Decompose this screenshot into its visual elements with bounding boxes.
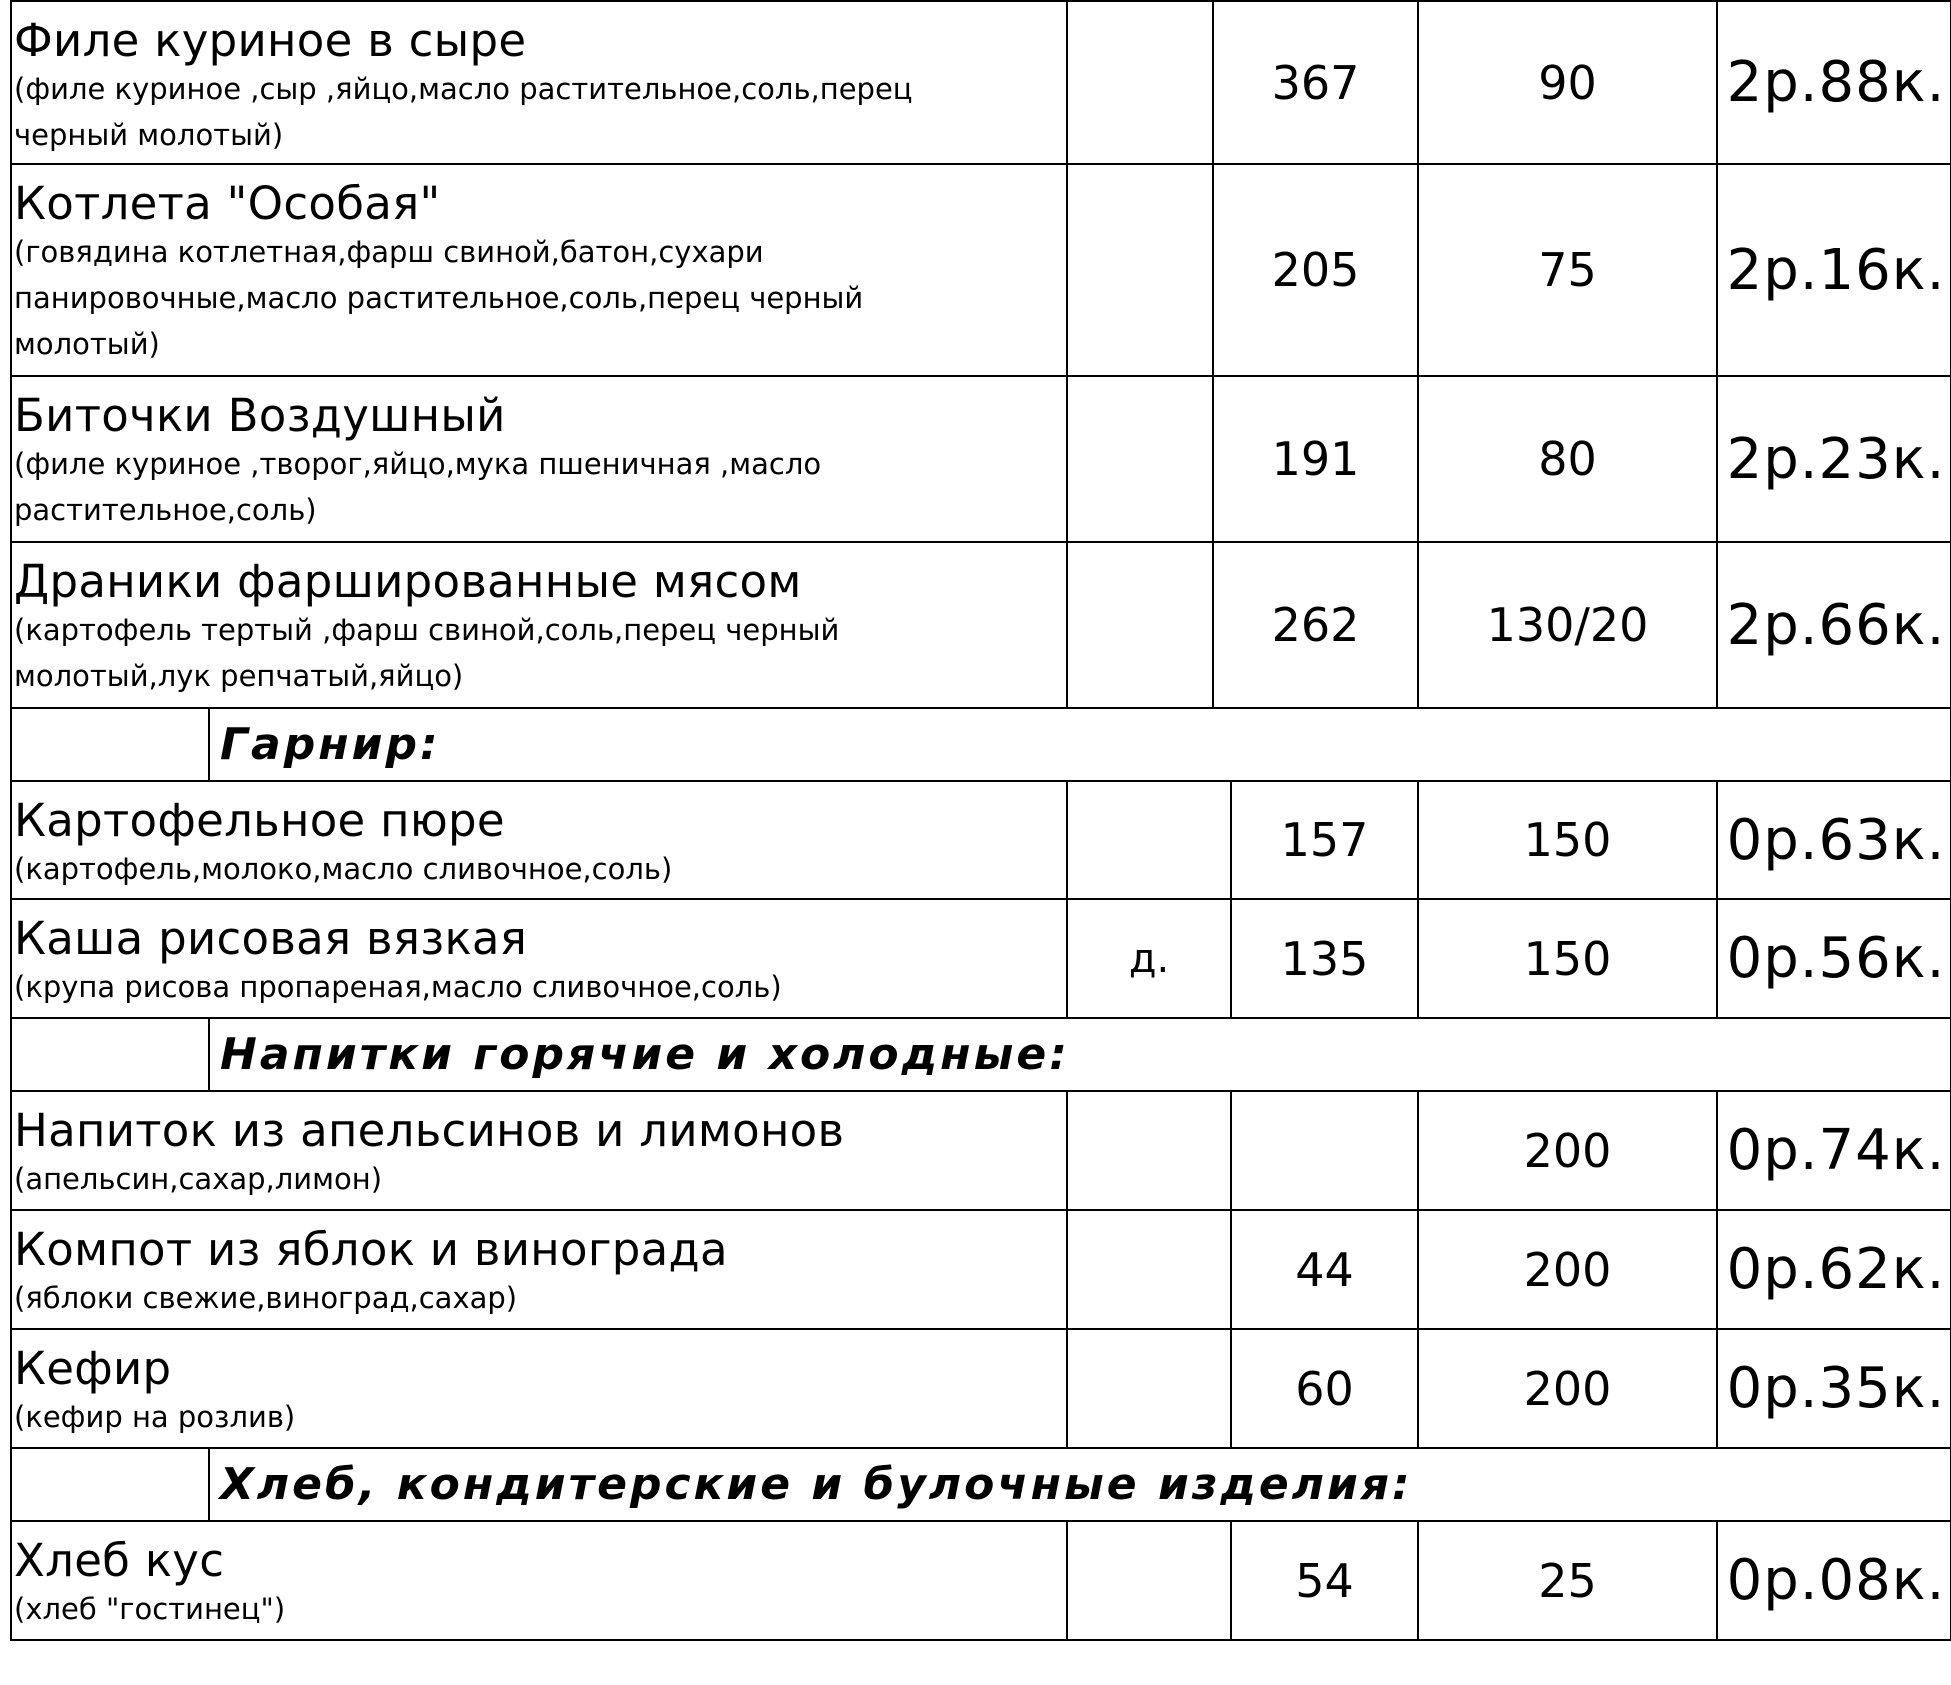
price-cell — [1716, 165, 1951, 375]
dish-name: Каша рисовая вязкая — [14, 912, 528, 965]
weight-value: 130/20 — [1486, 598, 1649, 652]
section-header-row — [10, 1019, 1951, 1092]
diet-mark-cell — [1066, 1522, 1230, 1639]
energy-cell — [1230, 782, 1417, 898]
energy-value: 205 — [1271, 243, 1360, 297]
weight-value: 75 — [1538, 243, 1597, 297]
dish-name: Драники фаршированные мясом — [14, 555, 802, 608]
dish-name: Компот из яблок и винограда — [14, 1223, 728, 1276]
dish-name: Хлеб кус — [14, 1534, 225, 1587]
menu-table — [10, 0, 1951, 1641]
price-value: 2р.88к. — [1726, 50, 1946, 115]
price-value: 2р.16к. — [1726, 237, 1946, 303]
dish-cell — [12, 1092, 1066, 1209]
table-row — [10, 377, 1951, 543]
weight-cell — [1417, 1092, 1716, 1209]
weight-value: 200 — [1523, 1242, 1612, 1297]
weight-cell — [1417, 1522, 1716, 1639]
price-cell — [1716, 1211, 1951, 1328]
weight-cell — [1417, 2, 1716, 163]
price-value: 0р.74к. — [1726, 1118, 1946, 1183]
weight-value: 25 — [1538, 1553, 1597, 1608]
energy-value: 367 — [1271, 55, 1360, 110]
section-title: Хлеб, кондитерские и булочные изделия: — [220, 1459, 1413, 1510]
weight-value: 200 — [1523, 1361, 1612, 1416]
energy-cell — [1230, 1211, 1417, 1328]
price-value: 0р.35к. — [1726, 1356, 1946, 1421]
dish-ingredients: (хлеб "гостинец") — [14, 1592, 286, 1626]
energy-value: 135 — [1280, 931, 1369, 986]
table-row — [10, 1522, 1951, 1641]
weight-cell — [1417, 165, 1716, 375]
table-row — [10, 1092, 1951, 1211]
section-spacer-cell — [12, 709, 208, 780]
energy-cell — [1212, 377, 1417, 541]
dish-name: Напиток из апельсинов и лимонов — [14, 1104, 845, 1157]
energy-value: 157 — [1280, 813, 1369, 867]
price-value: 0р.08к. — [1726, 1548, 1946, 1613]
section-title-cell — [208, 1019, 1950, 1090]
energy-cell — [1212, 2, 1417, 163]
price-cell — [1716, 1092, 1951, 1209]
dish-cell — [12, 165, 1066, 375]
section-header-row — [10, 1449, 1951, 1522]
section-title: Напитки горячие и холодные: — [220, 1029, 1070, 1080]
section-spacer-cell — [12, 1449, 208, 1520]
dish-ingredients: (крупа рисова пропареная,масло сливочное,соль) — [14, 970, 782, 1004]
price-cell — [1716, 1522, 1951, 1639]
section-spacer-cell — [12, 1019, 208, 1090]
diet-mark-cell — [1066, 1330, 1230, 1447]
weight-cell — [1417, 543, 1716, 707]
diet-mark-cell — [1066, 900, 1230, 1017]
energy-value: 44 — [1295, 1242, 1354, 1297]
price-cell — [1716, 2, 1951, 163]
diet-mark-cell — [1066, 543, 1212, 707]
dish-cell — [12, 1211, 1066, 1328]
dish-ingredients: (картофель,молоко,масло сливочное,соль) — [14, 852, 673, 886]
diet-mark-cell — [1066, 1211, 1230, 1328]
dish-cell — [12, 543, 1066, 707]
price-value: 0р.63к. — [1726, 807, 1946, 873]
weight-value: 150 — [1523, 813, 1612, 867]
price-cell — [1716, 1330, 1951, 1447]
dish-name: Филе куриное в сыре — [14, 14, 527, 67]
price-cell — [1716, 543, 1951, 707]
dish-cell — [12, 377, 1066, 541]
diet-mark-cell — [1066, 782, 1230, 898]
dish-ingredients: (яблоки свежие,виноград,сахар) — [14, 1281, 518, 1315]
weight-value: 90 — [1538, 55, 1597, 110]
price-value: 2р.66к. — [1726, 592, 1946, 658]
section-header-row — [10, 709, 1951, 782]
weight-value: 200 — [1523, 1123, 1612, 1178]
price-value: 0р.62к. — [1726, 1237, 1946, 1302]
energy-value: 54 — [1295, 1553, 1354, 1608]
table-row — [10, 1330, 1951, 1449]
dish-name: Кефир — [14, 1342, 172, 1395]
weight-value: 80 — [1538, 432, 1597, 486]
dish-name: Биточки Воздушный — [14, 389, 506, 442]
dish-cell — [12, 900, 1066, 1017]
diet-mark-cell — [1066, 165, 1212, 375]
table-row — [10, 0, 1951, 165]
dish-cell — [12, 2, 1066, 163]
price-cell — [1716, 782, 1951, 898]
diet-mark: д. — [1128, 935, 1170, 982]
section-title-cell — [208, 1449, 1950, 1520]
diet-mark-cell — [1066, 1092, 1230, 1209]
dish-ingredients: (филе куриное ,сыр ,яйцо,масло растительное,соль,перец черный молотый) — [14, 72, 913, 152]
price-cell — [1716, 900, 1951, 1017]
weight-cell — [1417, 1211, 1716, 1328]
dish-ingredients: (филе куриное ,творог,яйцо,мука пшеничная ,масло растительное,соль) — [14, 447, 822, 527]
table-row — [10, 165, 1951, 377]
table-row — [10, 900, 1951, 1019]
energy-cell — [1230, 1330, 1417, 1447]
weight-value: 150 — [1523, 931, 1612, 986]
weight-cell — [1417, 377, 1716, 541]
section-title-cell — [208, 709, 1950, 780]
dish-name: Картофельное пюре — [14, 794, 505, 847]
weight-cell — [1417, 900, 1716, 1017]
dish-cell — [12, 782, 1066, 898]
diet-mark-cell — [1066, 377, 1212, 541]
energy-value: 262 — [1271, 598, 1360, 652]
table-row — [10, 1211, 1951, 1330]
dish-name: Котлета "Особая" — [14, 177, 441, 230]
energy-value: 60 — [1295, 1361, 1354, 1416]
dish-cell — [12, 1522, 1066, 1639]
energy-cell — [1212, 543, 1417, 707]
dish-ingredients: (кефир на розлив) — [14, 1400, 296, 1434]
weight-cell — [1417, 782, 1716, 898]
price-value: 0р.56к. — [1726, 926, 1946, 991]
price-cell — [1716, 377, 1951, 541]
dish-ingredients: (говядина котлетная,фарш свиной,батон,сухари панировочные,масло растительное,соль,перец черный молотый) — [14, 235, 864, 361]
dish-cell — [12, 1330, 1066, 1447]
dish-ingredients: (картофель тертый ,фарш свиной,соль,перец черный молотый,лук репчатый,яйцо) — [14, 613, 840, 693]
energy-cell — [1230, 900, 1417, 1017]
table-row — [10, 782, 1951, 900]
energy-value: 191 — [1271, 432, 1360, 486]
section-title: Гарнир: — [220, 719, 441, 770]
dish-ingredients: (апельсин,сахар,лимон) — [14, 1162, 383, 1196]
price-value: 2р.23к. — [1726, 426, 1946, 492]
weight-cell — [1417, 1330, 1716, 1447]
energy-cell — [1230, 1522, 1417, 1639]
energy-cell — [1212, 165, 1417, 375]
table-row — [10, 543, 1951, 709]
diet-mark-cell — [1066, 2, 1212, 163]
energy-cell — [1230, 1092, 1417, 1209]
